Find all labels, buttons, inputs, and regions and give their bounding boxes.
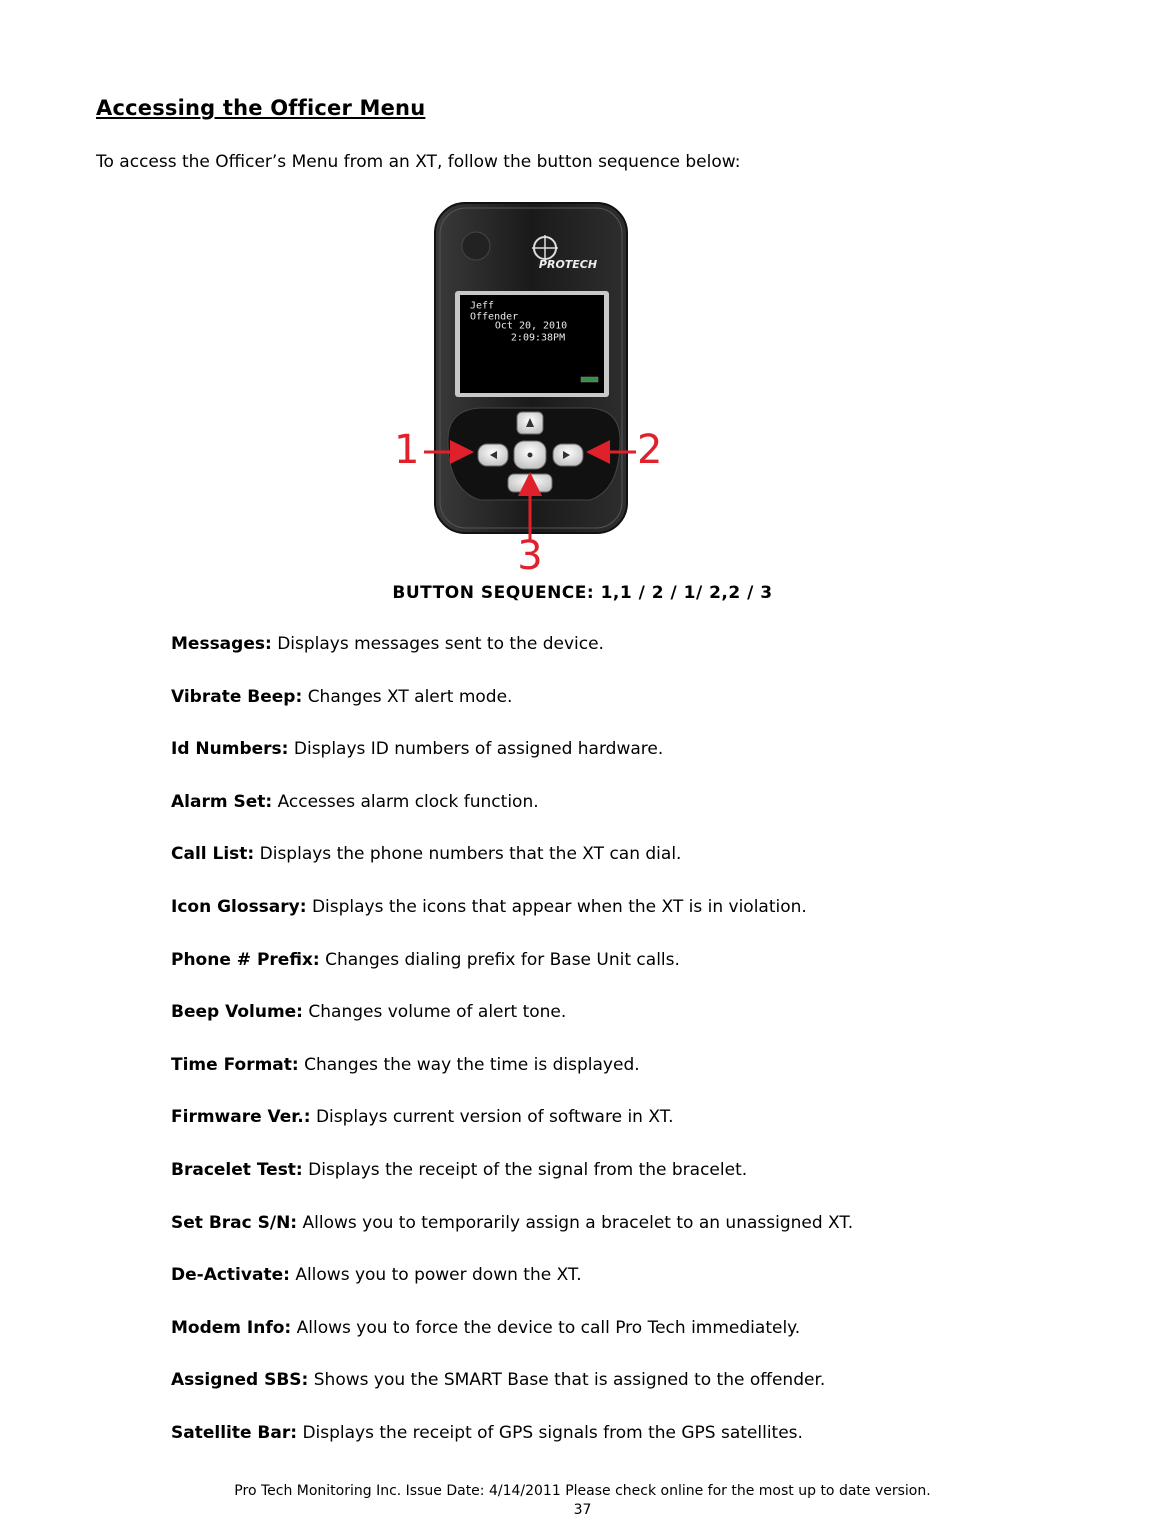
page-footer [0, 1482, 1165, 1520]
right-button[interactable] [553, 444, 583, 466]
battery-icon [581, 377, 598, 382]
list-item-id-numbers: Id Numbers: Displays ID numbers of assigned hardware. [171, 739, 664, 760]
list-item-messages: Messages: Displays messages sent to the device. [171, 634, 604, 654]
page-number: 37 [573, 1502, 592, 1518]
logo-text: PROTECH [538, 258, 598, 271]
list-item-de-activate: De-Activate: Allows you to power down the XT. [171, 1265, 582, 1286]
intro-text: To access the Officer’s Menu from an XT, follow the button sequence below: [96, 152, 741, 172]
list-item-satellite-bar: Satellite Bar: Displays the receipt of GPS signals from the GPS satellites. [171, 1422, 803, 1443]
callout-label-3: 3 [517, 533, 543, 579]
page-heading: Accessing the Officer Menu [96, 96, 426, 120]
screen-line-time: 2:09:38PM [510, 332, 566, 344]
list-item-time-format: Time Format: Changes the way the time is displayed. [171, 1054, 640, 1075]
list-item-vibrate-beep: Vibrate Beep: Changes XT alert mode. [171, 686, 513, 707]
xt-device-image [380, 195, 680, 580]
left-button[interactable] [478, 444, 508, 466]
list-item-call-list: Call List: Displays the phone numbers that the XT can dial. [171, 844, 682, 865]
up-button[interactable] [517, 412, 543, 434]
speaker-grille [462, 232, 490, 260]
list-item-firmware-ver: Firmware Ver.: Displays current version of software in XT. [171, 1107, 674, 1128]
list-item-set-brac-sn: Set Brac S/N: Allows you to temporarily assign a bracelet to an unassigned XT. [171, 1212, 854, 1233]
footer-text: Pro Tech Monitoring Inc. Issue Date: 4/14/2011 Please check online for the most up to date version. [234, 1483, 931, 1499]
list-item-bracelet-test: Bracelet Test: Displays the receipt of the signal from the bracelet. [171, 1159, 748, 1180]
center-select-button[interactable] [514, 441, 546, 469]
callout-label-1: 1 [394, 427, 420, 473]
callout-label-2: 2 [637, 427, 663, 473]
button-sequence-caption: BUTTON SEQUENCE: 1,1 / 2 / 1/ 2,2 / 3 [392, 583, 773, 603]
list-item-beep-volume: Beep Volume: Changes volume of alert tone. [171, 1002, 567, 1023]
screen-line-name: Jeff [470, 300, 495, 312]
list-item-assigned-sbs: Assigned SBS: Shows you the SMART Base that is assigned to the offender. [171, 1370, 826, 1391]
list-item-icon-glossary: Icon Glossary: Displays the icons that appear when the XT is in violation. [171, 896, 807, 917]
list-item-modem-info: Modem Info: Allows you to force the device to call Pro Tech immediately. [171, 1317, 801, 1338]
list-item-phone-prefix: Phone # Prefix: Changes dialing prefix for Base Unit calls. [171, 949, 680, 970]
list-item-alarm-set: Alarm Set: Accesses alarm clock function. [171, 791, 539, 812]
screen-line-role: Offender [470, 311, 519, 323]
officer-menu-list [171, 633, 853, 1475]
screen-line-date: Oct 20, 2010 [494, 320, 568, 332]
